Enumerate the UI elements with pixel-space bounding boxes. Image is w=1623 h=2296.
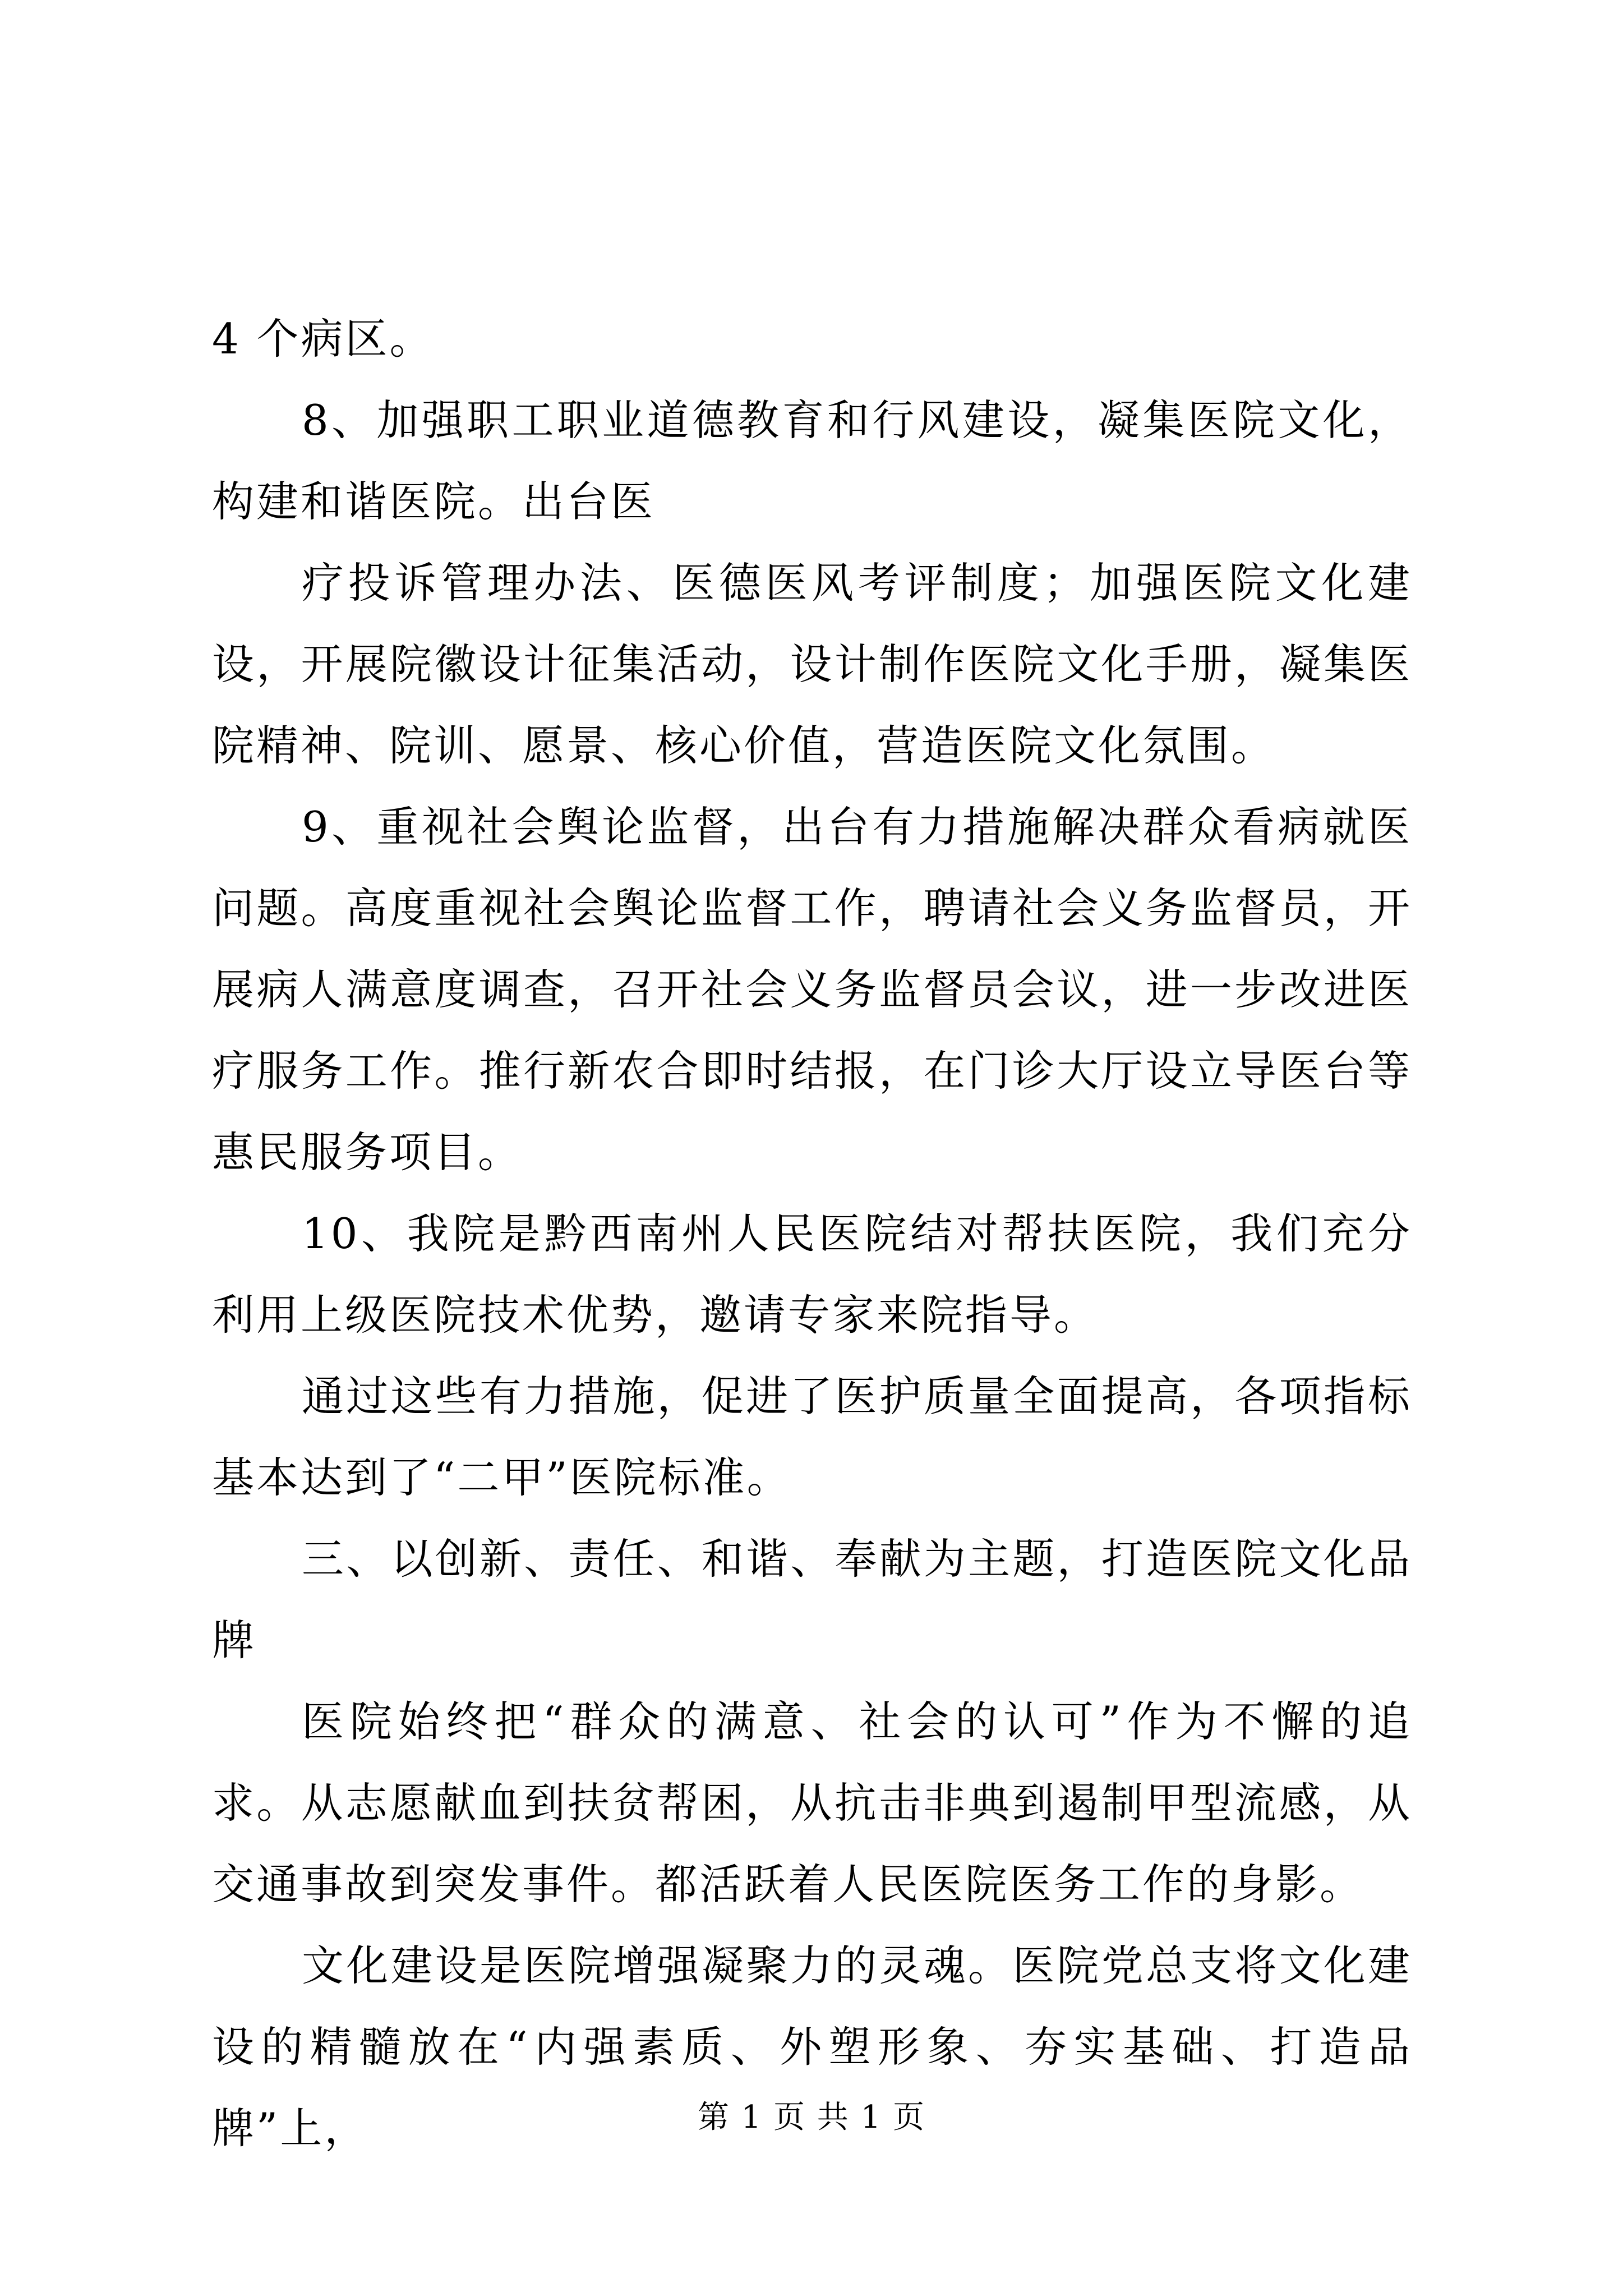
paragraph-2: 8、加强职工职业道德教育和行风建设，凝集医院文化，构建和谐医院。出台医 <box>212 395 1412 526</box>
paragraph-9: 文化建设是医院增强凝聚力的灵魂。医院党总支将文化建设的精髓放在“内强素质、外塑形象、夯实基础、打造品牌”上， <box>212 1941 1412 2153</box>
section-heading: 三、以创新、责任、和谐、奉献为主题，打造医院文化品牌 <box>212 1534 1412 1665</box>
paragraph-6: 通过这些有力措施，促进了医护质量全面提高，各项指标基本达到了“二甲”医院标准。 <box>212 1372 1412 1502</box>
paragraph-3: 疗投诉管理办法、医德医风考评制度；加强医院文化建设，开展院徽设计征集活动，设计制作医院文化手册，凝集医院精神、院训、愿景、核心价值，营造医院文化氛围。 <box>212 558 1412 770</box>
paragraph-5: 10、我院是黔西南州人民医院结对帮扶医院，我们充分利用上级医院技术优势，邀请专家来院指导。 <box>212 1209 1412 1340</box>
page-footer <box>0 2095 1623 2140</box>
paragraph-8: 医院始终把“群众的满意、社会的认可”作为不懈的追求。从志愿献血到扶贫帮困，从抗击非典到遏制甲型流感，从交通事故到突发事件。都活跃着人民医院医务工作的身影。 <box>212 1697 1412 1909</box>
document-body <box>212 298 1412 2169</box>
paragraph-4: 9、重视社会舆论监督，出台有力措施解决群众看病就医问题。高度重视社会舆论监督工作，聘请社会义务监督员，开展病人满意度调查，召开社会义务监督员会议，进一步改进医疗服务工作。推行新农合即时结报，在门诊大厅设立导医台等惠民服务项目。 <box>212 802 1412 1177</box>
paragraph-1: 4 个病区。 <box>212 314 434 364</box>
page-number-label: 第 1 页 共 1 页 <box>697 2099 926 2136</box>
